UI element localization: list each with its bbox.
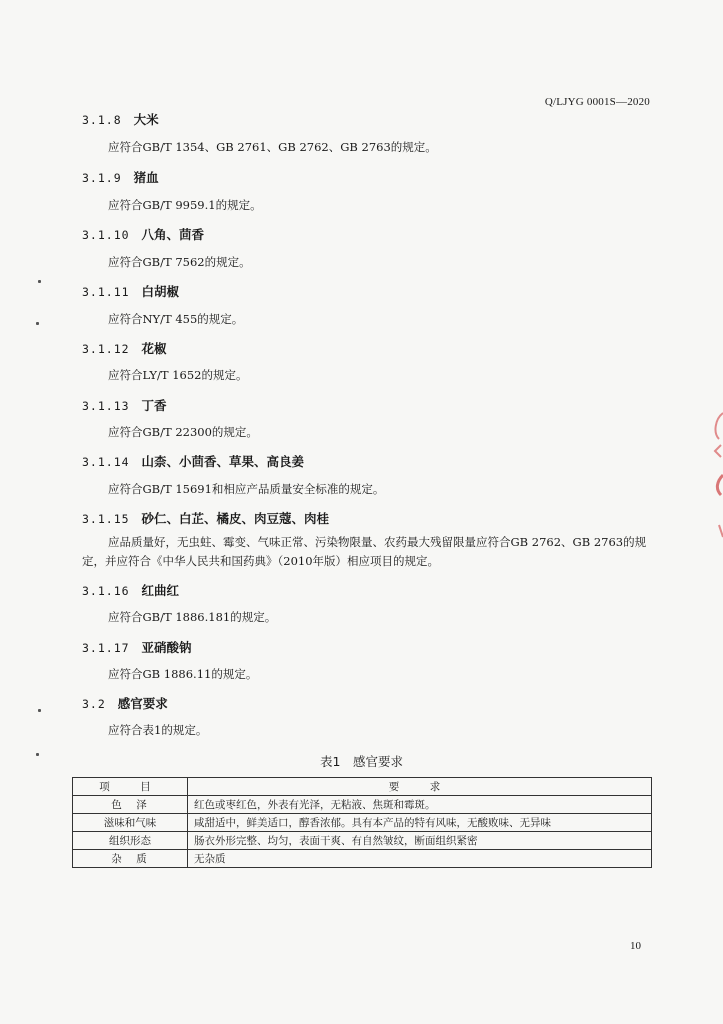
table-cell-requirement: 咸甜适中，鲜美适口，醇香浓郁。具有本产品的特有风味，无酸败味、无异味 — [188, 814, 652, 832]
table-cell-requirement: 肠衣外形完整、均匀，表面干爽、有自然皱纹，断面组织紧密 — [188, 832, 652, 850]
sensory-requirements-table — [72, 777, 652, 868]
section-text-3-1-10: 应符合GB/T 7562的规定。 — [108, 255, 251, 269]
section-text-3-1-13: 应符合GB/T 22300的规定。 — [108, 425, 258, 439]
section-title: 砂仁、白芷、橘皮、肉豆蔻、肉桂 — [141, 511, 330, 526]
table-caption: 表1 感官要求 — [320, 754, 403, 769]
section-text-3-1-16: 应符合GB/T 1886.181的规定。 — [108, 610, 277, 624]
section-number: 3.1.13 — [82, 399, 130, 413]
standard-code: Q/LJYG 0001S—2020 — [544, 96, 650, 108]
scan-speck — [36, 753, 39, 756]
section-number: 3.1.12 — [82, 342, 130, 356]
section-number: 3.1.14 — [82, 455, 130, 469]
section-number: 3.1.15 — [82, 512, 130, 526]
section-heading-3-1-13 — [82, 396, 167, 414]
section-heading-3-1-11 — [82, 282, 179, 300]
section-heading-3-1-15 — [82, 509, 329, 527]
section-heading-3-2 — [82, 694, 168, 712]
section-title: 白胡椒 — [141, 284, 180, 299]
section-heading-3-1-10 — [82, 225, 204, 243]
table-row — [73, 814, 652, 832]
section-text-3-1-9: 应符合GB/T 9959.1的规定。 — [108, 198, 262, 212]
table-cell-item: 组织形态 — [73, 832, 188, 850]
section-title: 大米 — [133, 112, 159, 127]
section-text-3-2: 应符合表1的规定。 — [108, 723, 208, 737]
table-cell-item: 滋味和气味 — [73, 814, 188, 832]
section-title: 红曲红 — [141, 583, 180, 598]
page-number: 10 — [630, 940, 641, 952]
section-heading-3-1-12 — [82, 339, 167, 357]
section-heading-3-1-8 — [82, 110, 159, 128]
section-number: 3.2 — [82, 697, 106, 711]
section-title: 花椒 — [141, 341, 167, 356]
section-number: 3.1.9 — [82, 171, 122, 185]
section-text-3-1-17: 应符合GB 1886.11的规定。 — [108, 667, 258, 681]
section-title: 猪血 — [133, 170, 159, 185]
section-text-3-1-15: 应品质量好，无虫蛀、霉变、气味正常、污染物限量、农药最大残留限量应符合GB 2762、GB 2763的规定，并应符合《中华人民共和国药典》（2010年版）相应项目的规定。 — [82, 535, 647, 568]
table-cell-item: 色 泽 — [73, 796, 188, 814]
table-row — [73, 850, 652, 868]
table-cell-item: 杂 质 — [73, 850, 188, 868]
table-header-row — [73, 778, 652, 796]
section-heading-3-1-14 — [82, 452, 304, 470]
table-row — [73, 796, 652, 814]
section-number: 3.1.11 — [82, 285, 130, 299]
table-row — [73, 832, 652, 850]
scan-speck — [38, 709, 41, 712]
section-number: 3.1.16 — [82, 584, 130, 598]
section-text-3-1-12: 应符合LY/T 1652的规定。 — [108, 368, 248, 382]
section-title: 丁香 — [141, 398, 167, 413]
table-cell-requirement: 无杂质 — [188, 850, 652, 868]
section-heading-3-1-17 — [82, 638, 192, 656]
section-heading-3-1-9 — [82, 168, 159, 186]
section-title: 感官要求 — [117, 696, 168, 711]
section-title: 八角、茴香 — [141, 227, 205, 242]
section-heading-3-1-16 — [82, 581, 179, 599]
section-number: 3.1.17 — [82, 641, 130, 655]
scan-speck — [38, 280, 41, 283]
section-text-3-1-8: 应符合GB/T 1354、GB 2761、GB 2762、GB 2763的规定。 — [108, 140, 437, 154]
table-cell-requirement: 红色或枣红色，外表有光泽，无粘液、焦斑和霉斑。 — [188, 796, 652, 814]
column-header-item: 项 目 — [73, 778, 188, 796]
section-text-3-1-14: 应符合GB/T 15691和相应产品质量安全标准的规定。 — [108, 482, 385, 496]
section-number: 3.1.10 — [82, 228, 130, 242]
section-title: 亚硝酸钠 — [141, 640, 192, 655]
column-header-requirement: 要 求 — [188, 778, 652, 796]
section-title: 山柰、小茴香、草果、高良姜 — [141, 454, 305, 469]
section-number: 3.1.8 — [82, 113, 122, 127]
section-text-3-1-11: 应符合NY/T 455的规定。 — [108, 312, 244, 326]
scan-speck — [36, 322, 39, 325]
seal-fragment-icon — [709, 405, 723, 545]
